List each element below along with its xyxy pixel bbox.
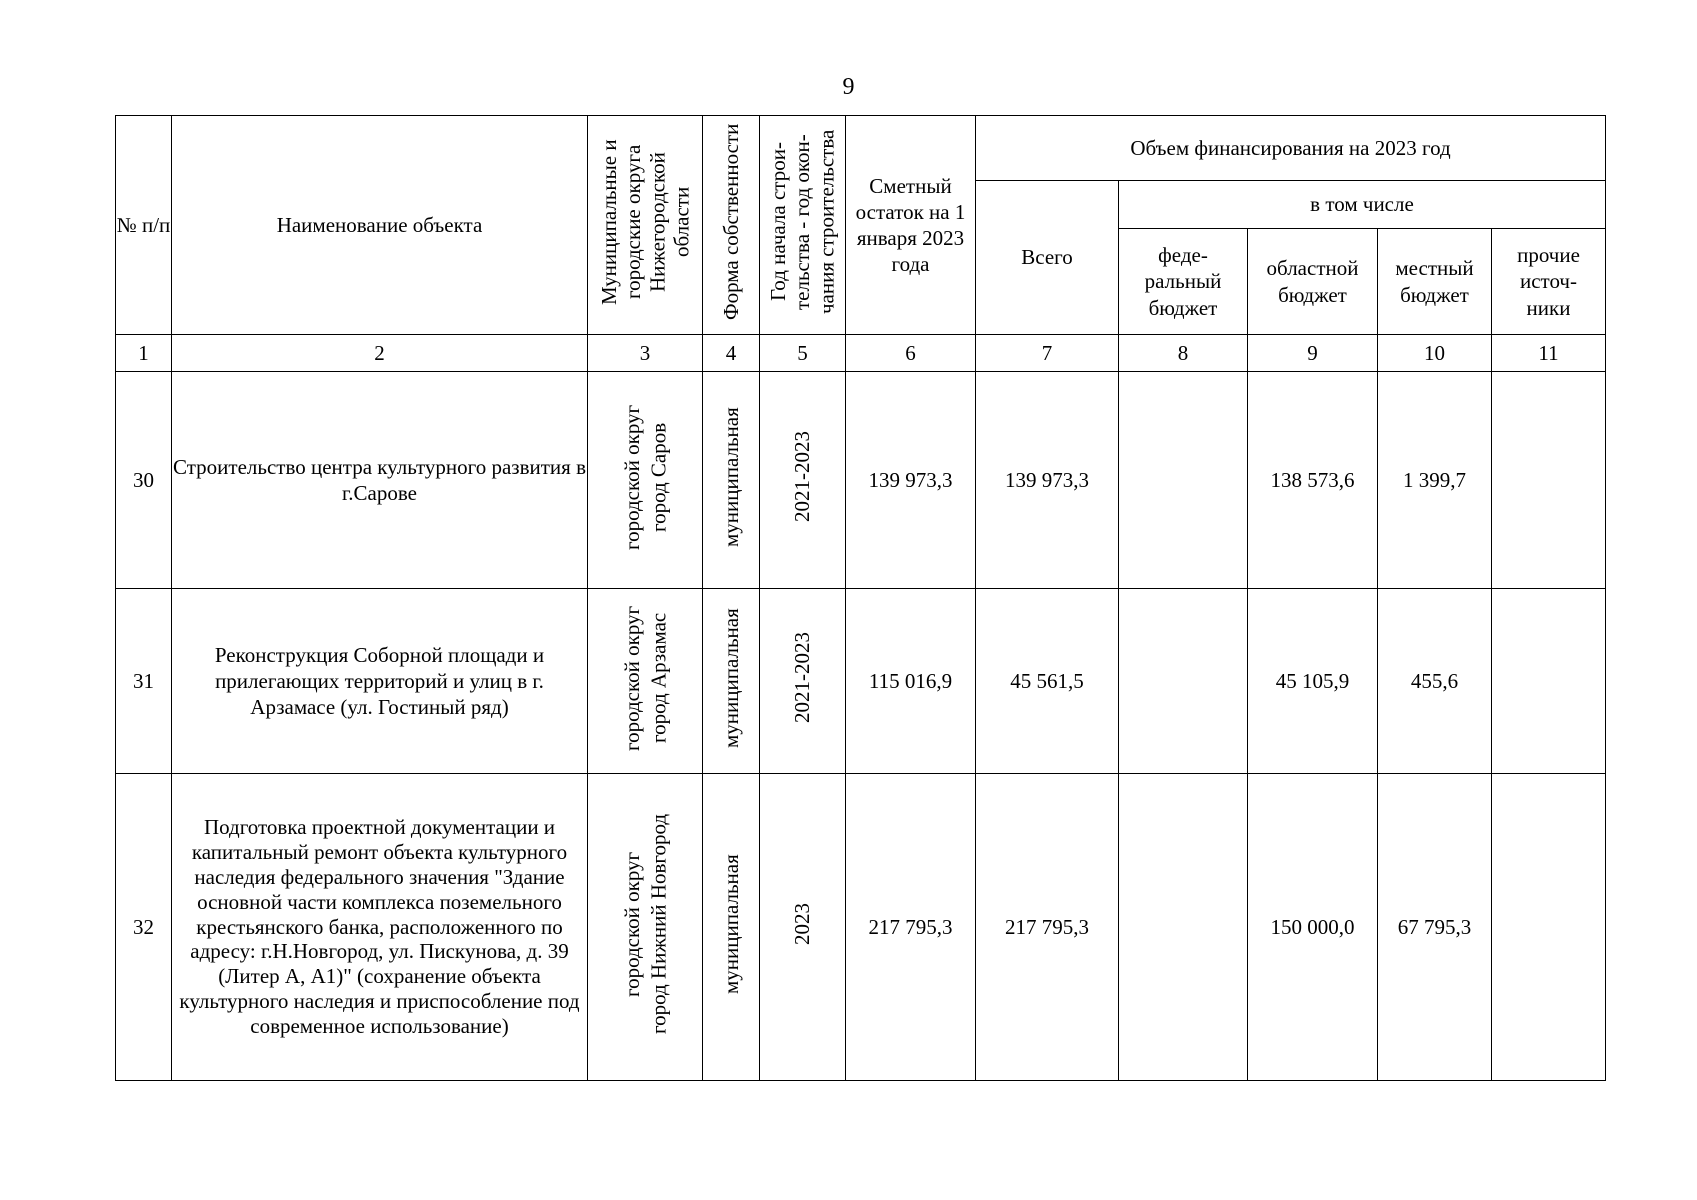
row-years-text: 2021-2023: [790, 431, 815, 523]
row-years-text: 2021-2023: [790, 632, 815, 724]
row-local: 67 795,3: [1378, 774, 1492, 1081]
row-total: 217 795,3: [976, 774, 1119, 1081]
header-local: местный бюджет: [1378, 229, 1492, 335]
row-ownership: [703, 372, 760, 589]
row-years: [760, 774, 846, 1081]
row-municipality: [588, 774, 703, 1081]
row-total: 45 561,5: [976, 589, 1119, 774]
row-estimate: 139 973,3: [846, 372, 976, 589]
row-estimate: 115 016,9: [846, 589, 976, 774]
header-years: [760, 116, 846, 335]
header-ownership-text: Форма собственности: [718, 123, 743, 321]
row-municipality-text: городской округ город Арзамас: [619, 605, 670, 751]
row-other: [1492, 589, 1606, 774]
row-ownership: [703, 774, 760, 1081]
row-no: 31: [116, 589, 172, 774]
row-years: [760, 372, 846, 589]
page-number: 9: [842, 74, 855, 100]
row-estimate: 217 795,3: [846, 774, 976, 1081]
row-federal: [1119, 774, 1248, 1081]
column-number-row: [116, 335, 1606, 372]
row-no: 30: [116, 372, 172, 589]
header-federal: феде-ральный бюджет: [1119, 229, 1248, 335]
row-name: Строительство центра культурного развития в г.Сарове: [172, 372, 588, 589]
header-funding-group: Объем финансирования на 2023 год: [976, 116, 1606, 181]
row-municipality-text: городской округ город Саров: [619, 404, 670, 550]
header-municipality: [588, 116, 703, 335]
row-local: 1 399,7: [1378, 372, 1492, 589]
column-number: 3: [588, 335, 703, 372]
row-regional: 138 573,6: [1248, 372, 1378, 589]
row-name: Реконструкция Соборной площади и прилегающих территорий и улиц в г. Арзамасе (ул. Гостиный ряд): [172, 589, 588, 774]
header-other: прочие источ-ники: [1492, 229, 1606, 335]
column-number: 7: [976, 335, 1119, 372]
row-no: 32: [116, 774, 172, 1081]
column-number: 9: [1248, 335, 1378, 372]
row-total: 139 973,3: [976, 372, 1119, 589]
row-regional: 45 105,9: [1248, 589, 1378, 774]
row-ownership-text: муниципальная: [718, 407, 743, 547]
row-years: [760, 589, 846, 774]
row-regional: 150 000,0: [1248, 774, 1378, 1081]
row-name: Подготовка проектной документации и капитальный ремонт объекта культурного наследия федерального значения "Здание основной части комплекса поземельного крестьянского банка, расположенного по адресу: г.Н.Новгород, ул. Пискунова, д. 39 (Литер А, А1)" (сохранение объекта культурного наследия и приспособление под современное использование): [172, 774, 588, 1081]
financing-table: [115, 115, 1606, 1081]
row-ownership: [703, 589, 760, 774]
header-regional: областной бюджет: [1248, 229, 1378, 335]
column-number: 6: [846, 335, 976, 372]
header-ownership: [703, 116, 760, 335]
table-row: [116, 589, 1606, 774]
row-municipality-text: городской округ город Нижний Новгород: [619, 813, 670, 1034]
row-municipality: [588, 372, 703, 589]
row-federal: [1119, 372, 1248, 589]
row-other: [1492, 372, 1606, 589]
column-number: 5: [760, 335, 846, 372]
header-municipality-text: Муниципальные и городские округа Нижегородской области: [596, 139, 694, 305]
row-other: [1492, 774, 1606, 1081]
header-years-text: Год начала строи-тельства - год окон-чания строительства: [766, 129, 839, 315]
column-number: 1: [116, 335, 172, 372]
row-local: 455,6: [1378, 589, 1492, 774]
column-number: 2: [172, 335, 588, 372]
header-no: № п/п: [116, 116, 172, 335]
column-number: 4: [703, 335, 760, 372]
column-number: 11: [1492, 335, 1606, 372]
row-ownership-text: муниципальная: [718, 854, 743, 994]
table-row: [116, 372, 1606, 589]
header-total: Всего: [976, 181, 1119, 335]
table-row: [116, 774, 1606, 1081]
row-years-text: 2023: [790, 902, 815, 945]
column-number: 8: [1119, 335, 1248, 372]
row-ownership-text: муниципальная: [718, 608, 743, 748]
column-number: 10: [1378, 335, 1492, 372]
header-including: в том числе: [1119, 181, 1606, 229]
row-municipality: [588, 589, 703, 774]
header-name: Наименование объекта: [172, 116, 588, 335]
header-estimate: Сметный остаток на 1 января 2023 года: [846, 116, 976, 335]
row-federal: [1119, 589, 1248, 774]
